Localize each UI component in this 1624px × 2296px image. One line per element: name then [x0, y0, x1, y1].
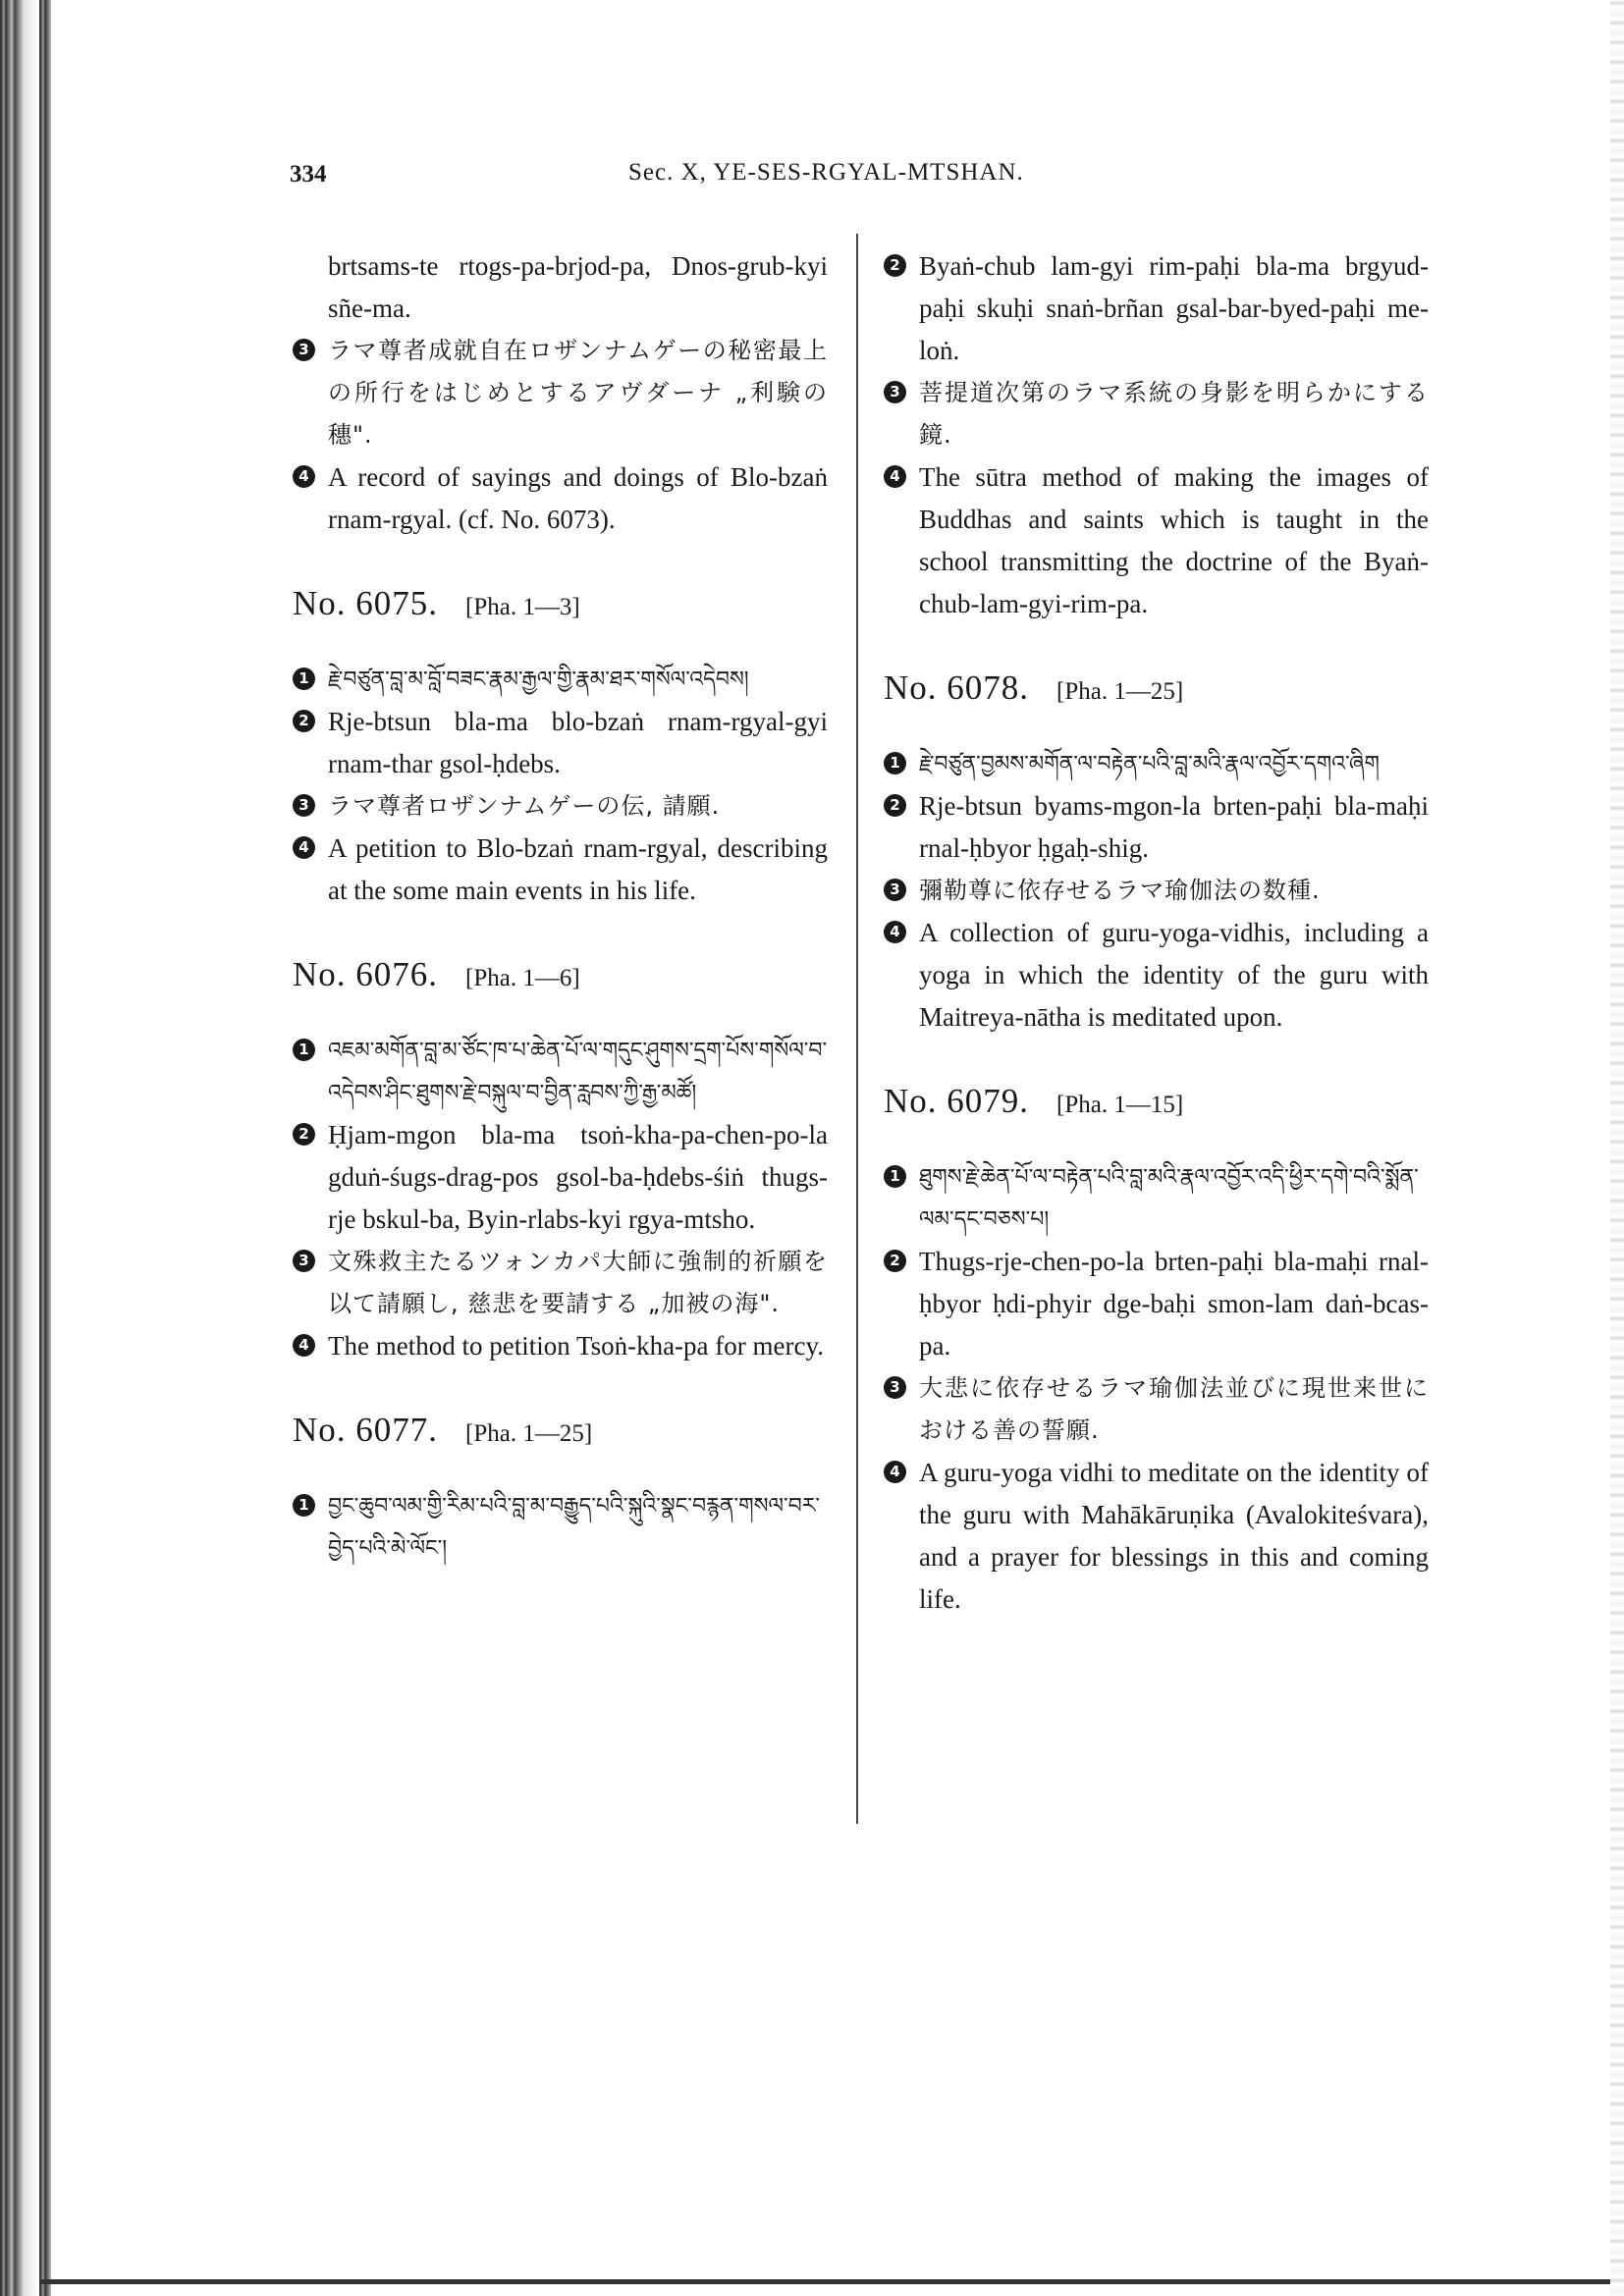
- entry-number: No. 6075.: [293, 584, 439, 622]
- entry-number: No. 6076.: [293, 955, 439, 993]
- entry-6075: [293, 584, 828, 912]
- english-description: 4 The sūtra method of making the images of Buddhas and saints which is taught in the school transmitting the doctrine of the Byaṅ-chub-lam-gyi-rim-pa.: [884, 456, 1429, 625]
- marker-4-icon: 4: [293, 836, 315, 859]
- marker-2-icon: 2: [293, 710, 315, 732]
- marker-3-icon: 3: [884, 879, 906, 901]
- entry-heading: [293, 1411, 828, 1450]
- column-divider: [856, 234, 858, 1824]
- marker-1-icon: 1: [293, 1494, 315, 1517]
- entry-6079: [884, 1082, 1429, 1621]
- marker-4-icon: 4: [884, 465, 906, 488]
- entry-number: No. 6077.: [293, 1411, 439, 1449]
- english-description: 4 A record of sayings and doings of Blo-bzaṅ rnam-rgyal. (cf. No. 6073).: [293, 456, 828, 541]
- entry-heading: [293, 955, 828, 994]
- marker-3-icon: 3: [884, 381, 906, 403]
- entry-number: No. 6078.: [884, 668, 1030, 707]
- japanese-title: 3 菩提道次第のラマ系統の身影を明らかにする鏡.: [884, 372, 1429, 456]
- roman-title: brtsams-te rtogs-pa-brjod-pa, Dnos-grub-kyi sñe-ma.: [328, 251, 828, 323]
- book-spine-shadow: [0, 0, 51, 2296]
- marker-3-icon: 3: [293, 1250, 315, 1272]
- marker-4-icon: 4: [884, 921, 906, 943]
- marker-2-icon: 2: [293, 1123, 315, 1146]
- running-title: Sec. X, YE-SES-RGYAL-MTSHAN.: [628, 159, 1024, 186]
- roman-title: 2 Byaṅ-chub lam-gyi rim-paḥi bla-ma brgyud-paḥi skuḥi snaṅ-brñan gsal-bar-byed-paḥi me-loṅ.: [884, 245, 1429, 372]
- marker-2-icon: 2: [884, 254, 906, 277]
- page-header: [0, 155, 1624, 194]
- entry-heading: [884, 668, 1429, 708]
- entry-reference: [Pha. 1—3]: [465, 594, 580, 620]
- roman-title: 2 Ḥjam-mgon bla-ma tsoṅ-kha-pa-chen-po-la gduṅ-śugs-drag-pos gsol-ba-ḥdebs-śiṅ thugs-rje bskul-ba, Byin-rlabs-kyi rgya-mtsho.: [293, 1114, 828, 1241]
- page-edge: [1610, 0, 1624, 2296]
- english-description: 4 A collection of guru-yoga-vidhis, including a yoga in which the identity of the guru with Maitreya-nātha is meditated upon.: [884, 912, 1429, 1039]
- entry-6076: [293, 955, 828, 1367]
- english-description: 4 A petition to Blo-bzaṅ rnam-rgyal, describing at the some main events in his life.: [293, 828, 828, 912]
- marker-1-icon: 1: [884, 1165, 906, 1188]
- marker-2-icon: 2: [884, 794, 906, 817]
- japanese-title: 3 彌勒尊に依存せるラマ瑜伽法の数種.: [884, 870, 1429, 912]
- marker-1-icon: 1: [293, 667, 315, 690]
- tibetan-title: 1 རྗེ་བཙུན་བྱམས་མགོན་ལ་བརྟེན་པའི་བླ་མའི་རྣལ་འབྱོར་དགའ་ཞིག: [884, 743, 1429, 785]
- marker-3-icon: 3: [293, 339, 315, 361]
- marker-4-icon: 4: [884, 1461, 906, 1483]
- japanese-title: 3 ラマ尊者成就自在ロザンナムゲーの秘密最上の所行をはじめとするアヴダーナ „利験の穗".: [293, 330, 828, 456]
- roman-title: 2 Rje-btsun byams-mgon-la brten-paḥi bla-maḥi rnal-ḥbyor ḥgaḥ-shig.: [884, 785, 1429, 870]
- entry-reference: [Pha. 1—15]: [1056, 1092, 1184, 1118]
- roman-title: 2 Thugs-rje-chen-po-la brten-paḥi bla-maḥi rnal-ḥbyor ḥdi-phyir dge-baḥi smon-lam daṅ-bcas-pa.: [884, 1241, 1429, 1367]
- entry-6078: [884, 668, 1429, 1039]
- entry-heading: [293, 584, 828, 623]
- english-description: 4 The method to petition Tsoṅ-kha-pa for mercy.: [293, 1325, 828, 1367]
- entry-continuation-left: [293, 245, 828, 541]
- right-column: [884, 245, 1429, 1621]
- entry-6077: [293, 1411, 828, 1570]
- entry-reference: [Pha. 1—25]: [1056, 678, 1184, 705]
- english-description: 4 A guru-yoga vidhi to meditate on the identity of the guru with Mahākāruṇika (Avalokiteśvara), and a prayer for blessings in this and coming life.: [884, 1452, 1429, 1621]
- tibetan-title: 1 རྗེ་བཙུན་བླ་མ་བློ་བཟང་རྣམ་རྒྱལ་གྱི་རྣམ་ཐར་གསོལ་འདེབས།: [293, 659, 828, 701]
- japanese-title: 3 大悲に依存せるラマ瑜伽法並びに現世来世における善の誓願.: [884, 1367, 1429, 1452]
- japanese-title: 3 ラマ尊者ロザンナムゲーの伝, 請願.: [293, 785, 828, 828]
- marker-3-icon: 3: [884, 1376, 906, 1399]
- bottom-border: [39, 2279, 1610, 2284]
- marker-1-icon: 1: [293, 1039, 315, 1061]
- tibetan-title: 1 བྱང་ཆུབ་ལམ་གྱི་རིམ་པའི་བླ་མ་བརྒྱུད་པའི་སྐུའི་སྣང་བརྙན་གསལ་བར་བྱེད་པའི་མེ་ལོང་།: [293, 1485, 828, 1570]
- left-column: [293, 245, 828, 1570]
- entry-heading: [884, 1082, 1429, 1121]
- japanese-title: 3 文殊救主たるツォンカパ大師に強制的祈願を以て請願し, 慈悲を要請する „加被の海".: [293, 1241, 828, 1325]
- tibetan-title: 1 ཐུགས་རྗེ་ཆེན་པོ་ལ་བརྟེན་པའི་བླ་མའི་རྣལ་འབྱོར་འདི་ཕྱིར་དགེ་བའི་སྨོན་ལམ་དང་བཅས་པ།: [884, 1156, 1429, 1241]
- entry-reference: [Pha. 1—25]: [465, 1420, 593, 1447]
- page-number: 334: [290, 161, 327, 187]
- roman-title: 2 Rje-btsun bla-ma blo-bzaṅ rnam-rgyal-gyi rnam-thar gsol-ḥdebs.: [293, 701, 828, 785]
- entry-number: No. 6079.: [884, 1082, 1030, 1120]
- marker-4-icon: 4: [293, 465, 315, 488]
- marker-3-icon: 3: [293, 794, 315, 817]
- marker-4-icon: 4: [293, 1334, 315, 1357]
- entry-reference: [Pha. 1—6]: [465, 965, 580, 991]
- marker-2-icon: 2: [884, 1250, 906, 1272]
- marker-1-icon: 1: [884, 752, 906, 774]
- tibetan-title: 1 འཇམ་མགོན་བླ་མ་ཙོང་ཁ་པ་ཆེན་པོ་ལ་གདུང་ཤུགས་དྲག་པོས་གསོལ་བ་འདེབས་ཤིང་ཐུགས་རྗེ་བསྐུལ་བ་བྱིན་རླབས་ཀྱི་རྒྱ་མཚོ།: [293, 1030, 828, 1114]
- entry-continuation-right: [884, 245, 1429, 625]
